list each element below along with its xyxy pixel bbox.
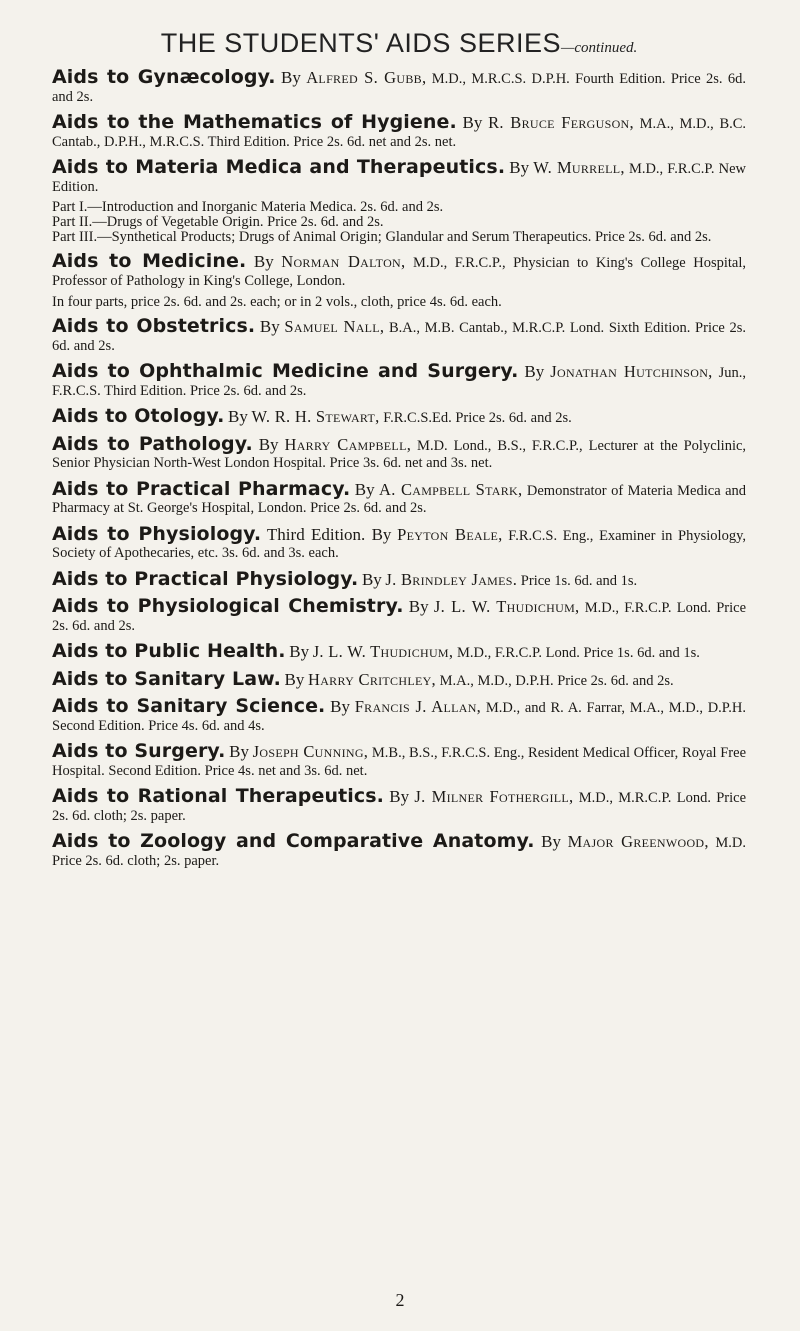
book-title: Aids to Otology. — [52, 405, 225, 427]
book-author: Samuel Nall, — [284, 317, 385, 336]
book-author: J. Milner Fothergill, — [414, 787, 574, 806]
series-heading — [52, 28, 746, 59]
series-title: THE STUDENTS' AIDS SERIES — [160, 28, 561, 58]
by-label: By — [408, 597, 429, 616]
by-label: By — [509, 158, 530, 177]
by-label: By — [258, 434, 279, 454]
book-title: Aids to Obstetrics. — [52, 315, 256, 337]
book-entry — [52, 405, 746, 428]
by-label: By — [541, 832, 561, 851]
book-details: M.A., M.D., D.P.H. Price 2s. 6d. and 2s. — [439, 672, 674, 689]
book-details: B.A., M.B. Cantab., M.R.C.P. Lond. Sixth Edition. Price 2s. 6d. and 2s. — [52, 320, 747, 354]
book-author: Harry Critchley, — [308, 669, 436, 689]
book-entry — [52, 667, 746, 691]
book-title: Aids to Ophthalmic Medicine and Surgery. — [52, 360, 519, 382]
book-author: J. L. W. Thudichum, — [433, 597, 580, 616]
book-entry — [52, 432, 747, 473]
book-title: Aids to Sanitary Law. — [52, 667, 281, 690]
book-title: Aids to Public Health. — [52, 640, 286, 662]
part-item: Part II.—Drugs of Vegetable Origin. Price 2s. 6d. and 2s. — [52, 214, 384, 230]
book-title: Aids to Surgery. — [52, 740, 226, 762]
part-item: Part III.—Synthetical Products; Drugs of Animal Origin; Glandular and Serum Therapeutics. Price 2s. 6d. and 2s. — [52, 229, 712, 245]
book-title: Aids to Rational Therapeutics. — [52, 785, 384, 807]
book-details: M.D. Price 2s. 6d. cloth; 2s. paper. — [52, 835, 747, 869]
book-title: Aids to Physiology. — [52, 522, 262, 545]
book-entry — [52, 315, 747, 355]
book-entry — [52, 360, 747, 400]
by-label: By — [253, 252, 274, 271]
by-label: By — [361, 569, 382, 589]
by-label: By — [289, 642, 310, 661]
book-author: A. Campbell Stark, — [379, 479, 523, 499]
book-title: Aids to Practical Pharmacy. — [52, 477, 351, 500]
book-details: M.B., B.S., F.R.C.S. Eng., Resident Medical Officer, Royal Free Hospital. Second Edition. Price 4s. net and 3s. 6d. net. — [52, 745, 747, 779]
book-details: M.D., F.R.C.P. Lond. Price 1s. 6d. and 1s. — [456, 645, 700, 661]
book-author: R. Bruce Ferguson, — [488, 113, 634, 132]
book-author: W. Murrell, — [533, 158, 625, 177]
by-label: By — [389, 787, 410, 806]
book-entry — [52, 111, 747, 151]
book-details: M.D., F.R.C.P. New Edition. — [52, 161, 747, 195]
book-details: F.R.C.S. Eng., Examiner in Physiology, Society of Apothecaries, etc. 3s. 6d. and 3s. each. — [52, 527, 747, 561]
parts-list — [52, 200, 746, 245]
book-details: Jun., F.R.C.S. Third Edition. Price 2s. 6d. and 2s. — [52, 365, 747, 399]
book-entry — [52, 567, 746, 591]
book-entry — [52, 250, 746, 310]
book-details: M.D., M.R.C.S. D.P.H. Fourth Edition. Price 2s. 6d. and 2s. — [52, 71, 747, 105]
book-author: Major Greenwood, — [567, 832, 709, 851]
book-title: Aids to Materia Medica and Therapeutics. — [52, 156, 506, 178]
book-details: F.R.C.S.Ed. Price 2s. 6d. and 2s. — [383, 410, 572, 426]
book-title: Aids to Physiological Chemistry. — [52, 595, 404, 617]
book-entry — [52, 695, 746, 735]
continued-label: —continued. — [560, 40, 638, 56]
book-entry — [52, 66, 747, 106]
by-label: By — [228, 407, 248, 426]
by-label: By — [229, 742, 249, 761]
book-list — [52, 66, 747, 870]
book-details: M.D., M.R.C.P. Lond. Price 2s. 6d. cloth; 2s. paper. — [52, 790, 747, 824]
book-title: Aids to Gynæcology. — [52, 66, 276, 88]
book-author: Joseph Cunning, — [252, 742, 369, 761]
book-details: M.D., F.R.C.P. Lond. Price 2s. 6d. and 2s. — [52, 600, 747, 634]
by-label: By — [281, 68, 301, 87]
book-title: Aids to Practical Physiology. — [52, 567, 359, 590]
by-label: By — [330, 697, 350, 716]
book-entry — [52, 740, 747, 780]
by-label: By — [462, 113, 483, 132]
by-label: By — [259, 317, 280, 336]
book-author: J. Brindley James. — [385, 569, 518, 589]
by-label: By — [524, 362, 545, 381]
book-title: Aids to Sanitary Science. — [52, 695, 326, 717]
by-label: By — [354, 479, 375, 499]
part-item: Part I.—Introduction and Inorganic Materia Medica. 2s. 6d. and 2s. — [52, 199, 444, 215]
book-title: Aids to the Mathematics of Hygiene. — [52, 111, 457, 133]
book-author: Harry Campbell, — [284, 434, 412, 454]
book-details: M.D., and R. A. Farrar, M.A., M.D., D.P.H. Second Edition. Price 4s. 6d. and 4s. — [52, 700, 746, 734]
book-author: Peyton Beale, — [397, 524, 503, 544]
page-number: 2 — [395, 1290, 405, 1310]
book-author: Francis J. Allan, — [354, 697, 482, 716]
book-details: Price 1s. 6d. and 1s. — [520, 572, 638, 589]
book-extra-note: In four parts, price 2s. 6d. and 2s. each; or in 2 vols., cloth, price 4s. 6d. each. — [52, 294, 502, 310]
by-label: By — [284, 669, 305, 689]
book-author: Jonathan Hutchinson, — [550, 362, 713, 381]
book-title: Aids to Zoology and Comparative Anatomy. — [52, 830, 535, 852]
book-author: J. L. W. Thudichum, — [312, 642, 454, 661]
by-label: Third Edition. By — [266, 524, 392, 544]
book-entry — [52, 640, 746, 663]
book-entry — [52, 595, 747, 635]
book-entry — [52, 785, 747, 825]
book-entry — [52, 522, 747, 563]
book-details: Demonstrator of Materia Medica and Pharmacy at St. George's Hospital, London. Price 2s. 6d. and 2s. — [52, 482, 747, 516]
book-author: W. R. H. Stewart, — [251, 407, 380, 426]
book-author: Alfred S. Gubb, — [306, 68, 427, 87]
book-details: M.D., F.R.C.P., Physician to King's College Hospital, Professor of Pathology in King's College, London. — [52, 255, 746, 289]
book-author: Norman Dalton, — [281, 252, 406, 271]
book-entry — [52, 830, 747, 870]
book-entry — [52, 156, 747, 245]
book-title: Aids to Medicine. — [52, 250, 247, 272]
book-entry — [52, 477, 747, 518]
book-details: M.D. Lond., B.S., F.R.C.P., Lecturer at the Polyclinic, Senior Physician North-West London Hospital. Price 3s. 6d. net and 3s. net. — [52, 437, 747, 471]
book-title: Aids to Pathology. — [52, 432, 253, 455]
book-details: M.A., M.D., B.C. Cantab., D.P.H., M.R.C.S. Third Edition. Price 2s. 6d. net and 2s. net. — [52, 116, 747, 150]
